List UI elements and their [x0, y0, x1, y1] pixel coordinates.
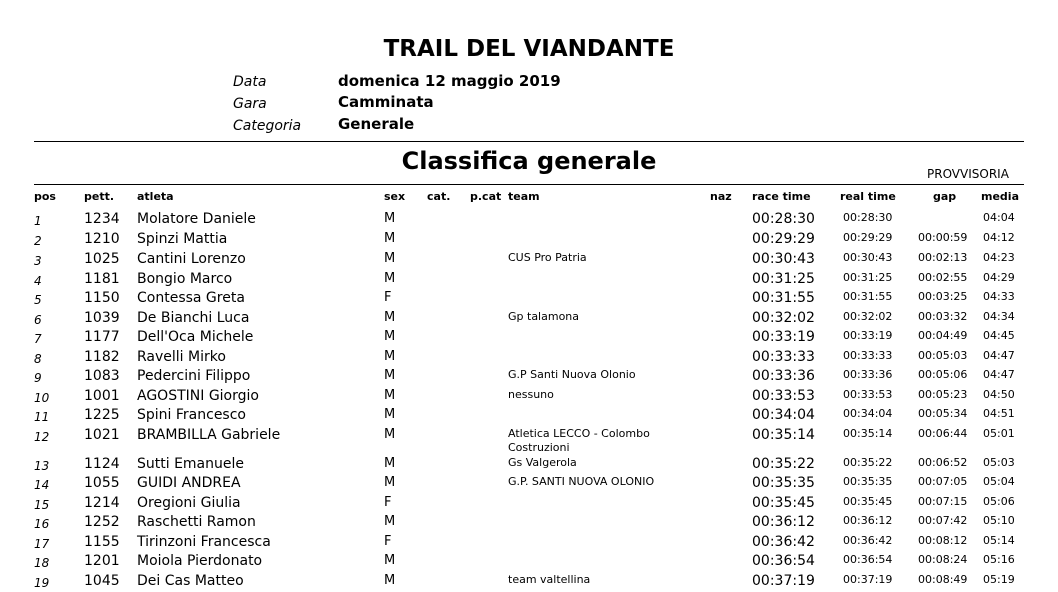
status-label: PROVVISORIA [927, 167, 1009, 181]
row-avg-pace: 05:16 [983, 553, 1015, 566]
row-athlete-name: Cantini Lorenzo [137, 251, 246, 267]
row-sex: M [384, 368, 396, 383]
row-real-time: 00:35:35 [843, 475, 893, 488]
row-avg-pace: 05:10 [983, 514, 1015, 527]
row-position: 12 [34, 430, 50, 444]
meta-label-race: Gara [233, 96, 267, 112]
row-team: G.P. SANTI NUOVA OLONIO [508, 475, 655, 488]
header-avg: media [981, 190, 1019, 203]
table-row [0, 533, 1058, 553]
row-athlete-name: Raschetti Ramon [137, 514, 256, 530]
row-athlete-name: Tirinzoni Francesca [137, 534, 271, 550]
row-gap: 00:05:03 [918, 349, 968, 362]
row-position: 18 [34, 556, 50, 570]
row-avg-pace: 04:33 [983, 290, 1015, 303]
row-race-time: 00:34:04 [752, 407, 815, 423]
row-gap: 00:08:49 [918, 573, 968, 586]
row-bib-number: 1201 [84, 553, 120, 569]
row-gap: 00:08:12 [918, 534, 968, 547]
row-race-time: 00:33:53 [752, 388, 815, 404]
row-athlete-name: Ravelli Mirko [137, 349, 226, 365]
row-gap: 00:05:23 [918, 388, 968, 401]
row-team: CUS Pro Patria [508, 251, 587, 264]
row-position: 3 [34, 254, 42, 268]
row-athlete-name: Contessa Greta [137, 290, 245, 306]
header-bib: pett. [84, 190, 115, 203]
row-team: Atletica LECCO - Colombo Costruzioni [508, 427, 650, 454]
row-gap: 00:05:34 [918, 407, 968, 420]
ranking-title: Classifica generale [401, 147, 657, 175]
table-row [0, 328, 1058, 348]
row-team: Gs Valgerola [508, 456, 577, 469]
row-gap: 00:07:42 [918, 514, 968, 527]
table-row [0, 474, 1058, 494]
table-row [0, 455, 1058, 475]
row-position: 14 [34, 478, 50, 492]
row-avg-pace: 05:04 [983, 475, 1015, 488]
row-race-time: 00:32:02 [752, 310, 815, 326]
row-avg-pace: 05:01 [983, 427, 1015, 440]
row-athlete-name: Dei Cas Matteo [137, 573, 244, 589]
row-athlete-name: Moiola Pierdonato [137, 553, 263, 569]
row-gap: 00:06:52 [918, 456, 968, 469]
header-pos: pos [34, 190, 56, 203]
row-race-time: 00:36:54 [752, 553, 815, 569]
row-gap: 00:00:59 [918, 231, 968, 244]
row-real-time: 00:34:04 [843, 407, 893, 420]
row-avg-pace: 04:34 [983, 310, 1015, 323]
row-position: 8 [34, 352, 42, 366]
row-position: 2 [34, 234, 42, 248]
row-avg-pace: 04:23 [983, 251, 1015, 264]
row-athlete-name: Spinzi Mattia [137, 231, 228, 247]
row-real-time: 00:33:36 [843, 368, 893, 381]
header-nat: naz [710, 190, 732, 203]
header-athlete: atleta [137, 190, 174, 203]
row-avg-pace: 04:47 [983, 368, 1015, 381]
row-sex: M [384, 407, 396, 422]
row-real-time: 00:33:53 [843, 388, 893, 401]
table-row [0, 348, 1058, 368]
row-position: 11 [34, 410, 50, 424]
row-position: 13 [34, 459, 50, 473]
row-avg-pace: 04:50 [983, 388, 1015, 401]
row-gap: 00:06:44 [918, 427, 968, 440]
row-bib-number: 1252 [84, 514, 120, 530]
table-row [0, 367, 1058, 387]
meta-label-date: Data [233, 74, 267, 90]
meta-value-date: domenica 12 maggio 2019 [338, 72, 561, 90]
row-real-time: 00:31:55 [843, 290, 893, 303]
row-gap: 00:04:49 [918, 329, 968, 342]
row-sex: M [384, 271, 396, 286]
row-bib-number: 1025 [84, 251, 120, 267]
row-real-time: 00:35:45 [843, 495, 893, 508]
row-bib-number: 1210 [84, 231, 120, 247]
row-real-time: 00:36:42 [843, 534, 893, 547]
table-row [0, 552, 1058, 572]
row-sex: M [384, 427, 396, 442]
row-bib-number: 1055 [84, 475, 120, 491]
row-sex: M [384, 211, 396, 226]
divider-header [34, 184, 1024, 185]
table-row [0, 230, 1058, 250]
row-gap: 00:02:13 [918, 251, 968, 264]
row-avg-pace: 04:45 [983, 329, 1015, 342]
row-real-time: 00:32:02 [843, 310, 893, 323]
row-avg-pace: 04:04 [983, 211, 1015, 224]
row-athlete-name: Molatore Daniele [137, 211, 256, 227]
row-sex: M [384, 349, 396, 364]
header-gap: gap [933, 190, 957, 203]
row-position: 1 [34, 214, 42, 228]
row-team: nessuno [508, 388, 554, 401]
meta-value-race: Camminata [338, 93, 434, 111]
table-row [0, 406, 1058, 426]
row-team: G.P Santi Nuova Olonio [508, 368, 636, 381]
row-gap: 00:08:24 [918, 553, 968, 566]
row-avg-pace: 04:12 [983, 231, 1015, 244]
row-race-time: 00:33:19 [752, 329, 815, 345]
row-bib-number: 1039 [84, 310, 120, 326]
header-sex: sex [384, 190, 406, 203]
row-real-time: 00:35:14 [843, 427, 893, 440]
table-row [0, 387, 1058, 407]
row-race-time: 00:31:55 [752, 290, 815, 306]
row-athlete-name: AGOSTINI Giorgio [137, 388, 259, 404]
row-race-time: 00:35:35 [752, 475, 815, 491]
row-athlete-name: De Bianchi Luca [137, 310, 250, 326]
row-real-time: 00:33:33 [843, 349, 893, 362]
row-bib-number: 1155 [84, 534, 120, 550]
row-sex: M [384, 573, 396, 588]
row-sex: M [384, 388, 396, 403]
row-race-time: 00:35:22 [752, 456, 815, 472]
row-real-time: 00:36:54 [843, 553, 893, 566]
row-bib-number: 1001 [84, 388, 120, 404]
row-position: 16 [34, 517, 50, 531]
header-real-time: real time [840, 190, 896, 203]
row-race-time: 00:35:14 [752, 427, 815, 443]
row-bib-number: 1083 [84, 368, 120, 384]
row-real-time: 00:36:12 [843, 514, 893, 527]
row-avg-pace: 04:29 [983, 271, 1015, 284]
table-row [0, 210, 1058, 230]
row-athlete-name: BRAMBILLA Gabriele [137, 427, 281, 443]
row-race-time: 00:33:36 [752, 368, 815, 384]
row-bib-number: 1181 [84, 271, 120, 287]
table-row [0, 513, 1058, 533]
row-avg-pace: 04:47 [983, 349, 1015, 362]
meta-value-category: Generale [338, 115, 415, 133]
row-avg-pace: 05:14 [983, 534, 1015, 547]
row-position: 6 [34, 313, 42, 327]
row-avg-pace: 05:03 [983, 456, 1015, 469]
row-gap: 00:03:32 [918, 310, 968, 323]
divider-top [34, 141, 1024, 142]
table-row [0, 250, 1058, 270]
table-row [0, 426, 1058, 454]
row-athlete-name: Spini Francesco [137, 407, 246, 423]
row-race-time: 00:35:45 [752, 495, 815, 511]
header-race-time: race time [752, 190, 811, 203]
row-bib-number: 1214 [84, 495, 120, 511]
header-team: team [508, 190, 540, 203]
row-real-time: 00:35:22 [843, 456, 893, 469]
row-real-time: 00:28:30 [843, 211, 893, 224]
row-bib-number: 1225 [84, 407, 120, 423]
row-athlete-name: Bongio Marco [137, 271, 233, 287]
row-bib-number: 1234 [84, 211, 120, 227]
table-row [0, 494, 1058, 514]
table-row [0, 309, 1058, 329]
row-race-time: 00:31:25 [752, 271, 815, 287]
row-gap: 00:02:55 [918, 271, 968, 284]
row-gap: 00:07:15 [918, 495, 968, 508]
row-bib-number: 1124 [84, 456, 120, 472]
row-race-time: 00:33:33 [752, 349, 815, 365]
row-race-time: 00:29:29 [752, 231, 815, 247]
row-bib-number: 1045 [84, 573, 120, 589]
row-sex: M [384, 310, 396, 325]
row-bib-number: 1021 [84, 427, 120, 443]
row-sex: M [384, 475, 396, 490]
header-pcat: p.cat [470, 190, 502, 203]
row-gap: 00:03:25 [918, 290, 968, 303]
row-sex: F [384, 495, 392, 510]
row-athlete-name: Sutti Emanuele [137, 456, 245, 472]
row-sex: M [384, 553, 396, 568]
row-bib-number: 1177 [84, 329, 120, 345]
row-race-time: 00:30:43 [752, 251, 815, 267]
row-sex: F [384, 290, 392, 305]
meta-label-category: Categoria [233, 118, 302, 134]
row-gap: 00:05:06 [918, 368, 968, 381]
row-real-time: 00:29:29 [843, 231, 893, 244]
row-avg-pace: 05:19 [983, 573, 1015, 586]
row-avg-pace: 04:51 [983, 407, 1015, 420]
row-position: 10 [34, 391, 50, 405]
table-row [0, 270, 1058, 290]
row-position: 7 [34, 332, 42, 346]
row-team: team valtellina [508, 573, 591, 586]
row-real-time: 00:33:19 [843, 329, 893, 342]
row-athlete-name: Pedercini Filippo [137, 368, 251, 384]
row-race-time: 00:36:42 [752, 534, 815, 550]
row-bib-number: 1150 [84, 290, 120, 306]
row-race-time: 00:36:12 [752, 514, 815, 530]
row-avg-pace: 05:06 [983, 495, 1015, 508]
row-position: 9 [34, 371, 42, 385]
row-sex: M [384, 456, 396, 471]
row-position: 15 [34, 498, 50, 512]
row-race-time: 00:28:30 [752, 211, 815, 227]
row-race-time: 00:37:19 [752, 573, 815, 589]
row-real-time: 00:37:19 [843, 573, 893, 586]
row-sex: M [384, 514, 396, 529]
row-position: 19 [34, 576, 50, 590]
row-real-time: 00:31:25 [843, 271, 893, 284]
row-position: 17 [34, 537, 50, 551]
row-athlete-name: Dell'Oca Michele [137, 329, 254, 345]
row-bib-number: 1182 [84, 349, 120, 365]
row-sex: M [384, 251, 396, 266]
row-sex: M [384, 329, 396, 344]
row-athlete-name: Oregioni Giulia [137, 495, 241, 511]
header-cat: cat. [427, 190, 451, 203]
row-team: Gp talamona [508, 310, 580, 323]
row-sex: F [384, 534, 392, 549]
row-sex: M [384, 231, 396, 246]
event-title: TRAIL DEL VIANDANTE [383, 36, 675, 62]
row-athlete-name: GUIDI ANDREA [137, 475, 241, 491]
table-row [0, 289, 1058, 309]
row-real-time: 00:30:43 [843, 251, 893, 264]
row-position: 5 [34, 293, 42, 307]
table-row [0, 572, 1058, 592]
row-gap: 00:07:05 [918, 475, 968, 488]
row-position: 4 [34, 274, 42, 288]
